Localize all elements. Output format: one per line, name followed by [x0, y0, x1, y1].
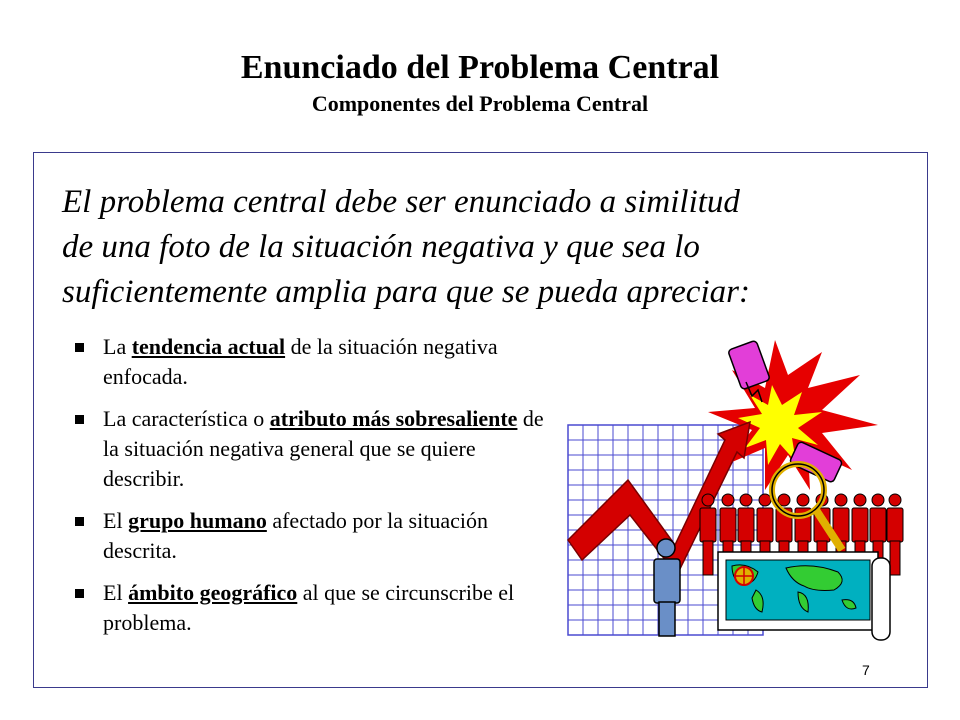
list-item: [75, 332, 558, 392]
list-item: [75, 578, 523, 638]
intro-line: de una foto de la situación negativa y que sea lo: [62, 229, 700, 265]
bullet-text: al que se circunscribe el problema.: [103, 580, 515, 635]
bullet-square-icon: [75, 343, 84, 352]
bullet-text: La: [103, 334, 132, 359]
intro-statement: [62, 180, 912, 315]
bullet-square-icon: [75, 517, 84, 526]
page-subtitle: Componentes del Problema Central: [311, 91, 649, 116]
page-number: 7: [862, 662, 870, 678]
bullet-square-icon: [75, 415, 84, 424]
bullet-keyword: grupo humano: [128, 508, 267, 533]
bullet-keyword: tendencia actual: [131, 334, 286, 359]
bullet-square-icon: [75, 589, 84, 598]
bullet-text: afectado por la situación descrita.: [103, 508, 488, 563]
list-item: [75, 506, 533, 566]
bullet-text: El: [103, 580, 129, 605]
intro-line: suficientemente amplia para que se pueda apreciar:: [62, 274, 750, 310]
intro-line: El problema central debe ser enunciado a similitud: [62, 184, 740, 220]
page-title: Enunciado del Problema Central: [240, 49, 720, 86]
bullet-text: El: [103, 508, 129, 533]
bullet-text: de la situación negativa general que se quiere describir.: [103, 406, 544, 491]
bullet-keyword: ámbito geográfico: [128, 580, 298, 605]
world-map-icon: [718, 552, 890, 640]
bullet-keyword: atributo más sobresaliente: [269, 406, 518, 431]
bullet-text: de la situación negativa enfocada.: [103, 334, 498, 389]
component-list: [75, 332, 555, 650]
problem-illustration: [560, 330, 910, 650]
list-item: [75, 404, 555, 494]
bullet-text: La característica o: [103, 406, 270, 431]
